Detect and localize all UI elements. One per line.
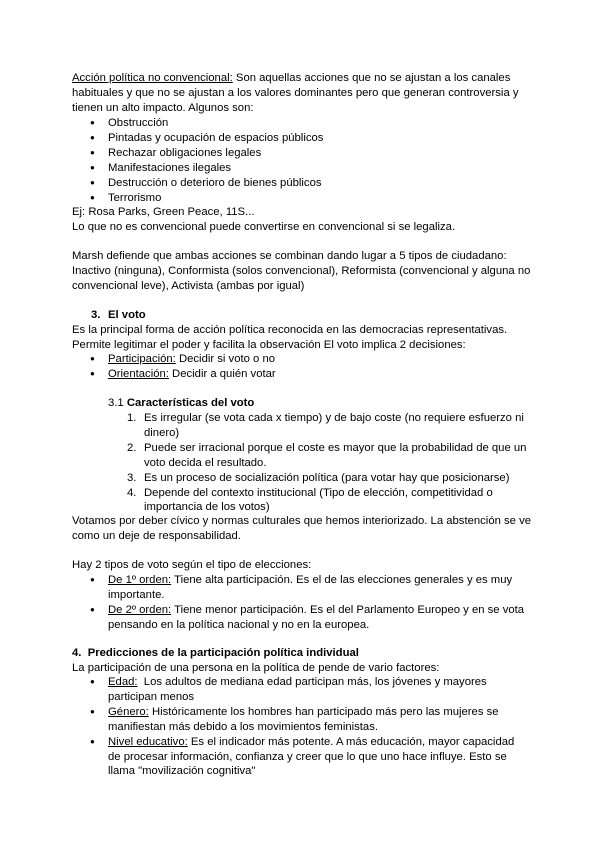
item-text: Históricamente los hombres han participado más pero las mujeres se manifiestan más debido a los movimientos feministas. xyxy=(108,705,499,733)
votamos-paragraph: Votamos por deber cívico y normas culturales que hemos interiorizado. La abstención se ve como un deje de responsabilidad. xyxy=(72,515,532,542)
item-term: De 2º orden: xyxy=(108,603,172,616)
item-term: Edad: xyxy=(108,676,138,688)
section-title: Predicciones de la participación política individual xyxy=(87,647,359,659)
item-text: Es irregular (se vota cada x tiempo) y de bajo coste (no requiere esfuerzo ni dinero) xyxy=(144,412,524,439)
item-term: Orientación: xyxy=(108,367,169,380)
item-text: Decidir a quién votar xyxy=(168,367,276,380)
item-term: Género: xyxy=(108,705,149,718)
section-title: Características del voto xyxy=(126,397,255,409)
list-item xyxy=(108,675,528,705)
list-item: ● Manifestaciones ilegales xyxy=(108,161,528,176)
section-3-1-heading xyxy=(108,396,508,411)
vote-types-intro: Hay 2 tipos de voto según el tipo de elecciones: xyxy=(72,559,312,571)
item-term: De 1º orden: xyxy=(108,574,172,586)
section-3-heading xyxy=(91,308,408,323)
list-item: ● Rechazar obligaciones legales xyxy=(108,146,528,161)
item-text: Tiene menor participación. Es el del Parlamento Europeo y en se vota pensando en la política nacional y no en la europea. xyxy=(108,603,525,631)
item-text: Decidir si voto o no xyxy=(175,353,276,365)
item-number: 3. xyxy=(127,471,137,484)
section-4-intro: La participación de una persona en la política de pende de vario factores: xyxy=(72,662,440,674)
section-number: 3. xyxy=(91,309,101,321)
list-item: ● Terrorismo xyxy=(108,191,528,206)
definition-text: Son aquellas acciones que no se ajustan a los canales habituales y que no se ajustan a los valores dominantes pero que generan controversia y tienen un alto impacto. Algunos son: xyxy=(72,72,519,114)
list-item xyxy=(127,411,528,441)
list-item xyxy=(127,471,528,486)
list-item xyxy=(108,603,528,633)
section-number: 3.1 xyxy=(108,397,124,409)
list-item xyxy=(108,352,528,367)
unconventional-actions-list xyxy=(108,116,528,205)
section-3-intro: Es la principal forma de acción política reconocida en las democracias representativas. Permite legitimar el poder y facilita la observación El voto implica 2 decisiones: xyxy=(72,324,508,351)
marsh-paragraph: Marsh defiende que ambas acciones se combinan dando lugar a 5 tipos de ciudadano: Inactivo (ninguna), Conformista (solos convencional), Reformista (convencional y alguna no convencional leve), Activista (ambas por igual) xyxy=(72,250,531,292)
list-item xyxy=(108,573,528,603)
list-item xyxy=(127,486,528,516)
section-number: 4. xyxy=(72,647,82,659)
item-text: Tiene alta participación. Es el de las elecciones generales y es muy importante. xyxy=(108,574,513,601)
item-text: Depende del contexto institucional (Tipo de elección, competitividad o importancia de los votos) xyxy=(144,486,493,514)
item-term: Nivel educativo: xyxy=(108,735,188,748)
section-4-heading xyxy=(72,646,532,661)
list-item xyxy=(108,735,528,780)
factors-list xyxy=(108,675,528,779)
item-number: 2. xyxy=(127,441,137,454)
list-item xyxy=(108,705,528,735)
term-accion-no-convencional: Acción política no convencional: xyxy=(72,72,233,84)
paragraph-accion-no-convencional xyxy=(72,71,532,116)
list-item: ● Destrucción o deterioro de bienes públicos xyxy=(108,176,528,191)
item-number: 1. xyxy=(127,412,137,424)
vote-types-list xyxy=(108,573,528,633)
list-item xyxy=(108,367,528,382)
list-item xyxy=(127,441,528,471)
item-text: Es el indicador más potente. A más educación, mayor capacidad de procesar información, confianza y creer que lo que uno hace influye. Esto se llama "movilización cognitiva" xyxy=(108,735,515,778)
list-item: ● Pintadas y ocupación de espacios públicos xyxy=(108,131,528,146)
vote-decisions-list xyxy=(108,352,528,382)
item-text: Es un proceso de socialización política (para votar hay que posicionarse) xyxy=(144,471,510,484)
item-term: Participación: xyxy=(108,353,176,365)
vote-characteristics-list xyxy=(127,411,528,515)
examples-line: Ej: Rosa Parks, Green Peace, 11S... xyxy=(72,206,255,218)
item-text: Puede ser irracional porque el coste es mayor que la probabilidad de que un voto decida el resultado. xyxy=(144,441,527,469)
item-number: 4. xyxy=(127,486,137,499)
section-title: El voto xyxy=(108,309,146,321)
list-item: ● Obstrucción xyxy=(108,116,528,131)
conventional-note: Lo que no es convencional puede convertirse en convencional si se legaliza. xyxy=(72,221,456,233)
item-text: Los adultos de mediana edad participan más, los jóvenes y mayores participan menos xyxy=(108,676,490,703)
